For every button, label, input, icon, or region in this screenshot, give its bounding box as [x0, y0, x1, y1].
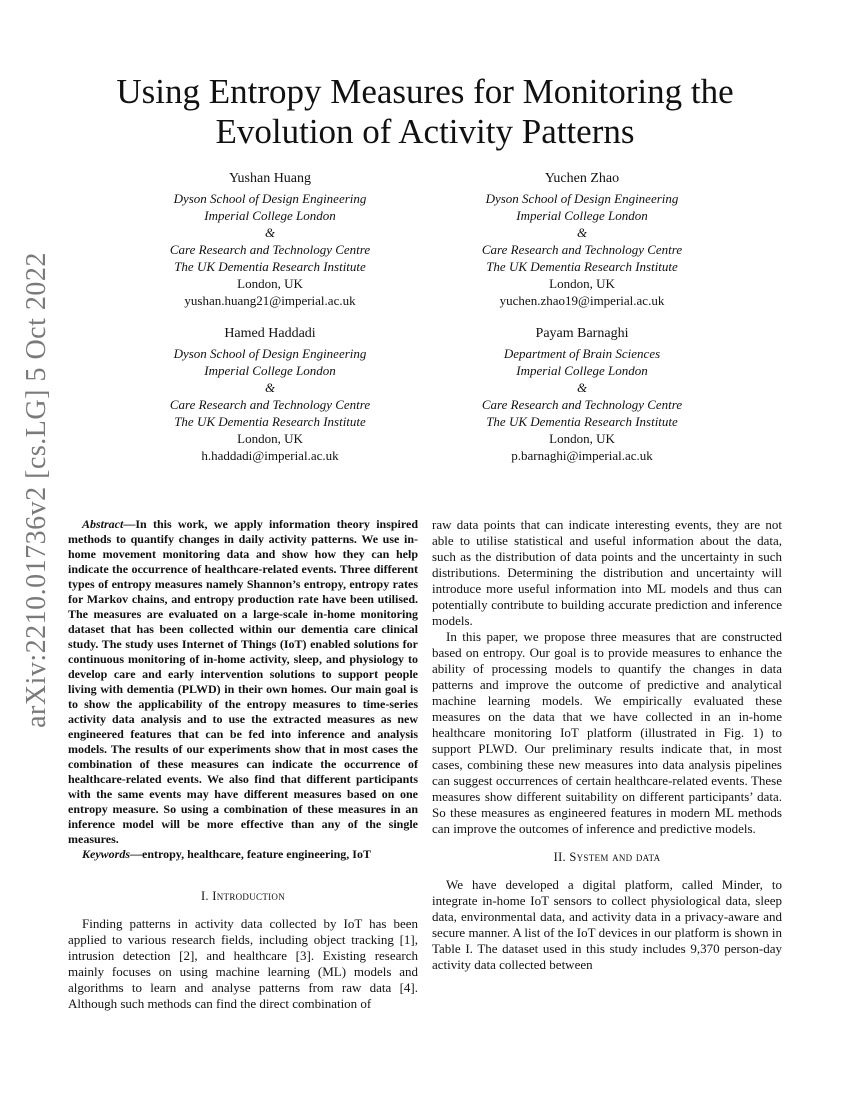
- introduction-paragraph: Finding patterns in activity data collected by IoT has been applied to various research fields, including object tracking [1], intrusion detection [2], and healthcare [3]. Existing research mainly focuses on using machine learning (ML) models and algorithms to learn and analyse patterns from raw data [4]. Although such methods can find the direct combination of: [68, 916, 418, 1011]
- left-column: [68, 517, 418, 1012]
- section-heading-system-data: II. System and data: [553, 850, 661, 864]
- author-affil-line: &: [264, 380, 276, 395]
- author-affil-line: Dyson School of Design Engineering: [173, 346, 367, 361]
- author-block-3: [120, 325, 420, 464]
- author-affil-line: Care Research and Technology Centre: [169, 242, 371, 257]
- author-email: yushan.huang21@imperial.ac.uk: [184, 293, 356, 308]
- author-affil-line: The UK Dementia Research Institute: [174, 259, 366, 274]
- keywords-text: —entropy, healthcare, feature engineering, IoT: [130, 847, 371, 861]
- author-affil-line: Department of Brain Sciences: [503, 346, 661, 361]
- body-paragraph: raw data points that can indicate interesting events, they are not able to utilise statistical and useful information about the data, such as the distribution of data points and the uncertainty in such distributions. Determining the distribution and uncertainty will introduce more useful information into ML models and thus can potentially contribute to building accurate prediction and inference models.: [432, 517, 782, 628]
- author-block-4: [432, 325, 732, 464]
- author-block-2: [432, 170, 732, 309]
- author-email: yuchen.zhao19@imperial.ac.uk: [499, 293, 665, 308]
- arxiv-identifier: [14, 252, 60, 728]
- author-affil-line: The UK Dementia Research Institute: [174, 414, 366, 429]
- author-name: Hamed Haddadi: [224, 326, 316, 341]
- keywords-label: Keywords: [82, 847, 130, 861]
- author-affil-line: The UK Dementia Research Institute: [486, 259, 678, 274]
- arxiv-identifier-text: arXiv:2210.01736v2 [cs.LG] 5 Oct 2022: [21, 252, 53, 728]
- title-line-1: Using Entropy Measures for Monitoring the: [116, 72, 734, 111]
- author-affil-line: &: [264, 225, 276, 240]
- body-paragraph: We have developed a digital platform, called Minder, to integrate in-home IoT sensors to collect physiological data, sleep data, environmental data, and activity data in a privacy-aware and secure manner. A list of the IoT devices in our platform is shown in Table I. The dataset used in this study includes 9,370 person-day activity data collected between: [432, 877, 782, 972]
- author-affil-line: &: [576, 225, 588, 240]
- author-affil-line: Imperial College London: [204, 208, 336, 223]
- author-affil-line: Care Research and Technology Centre: [481, 242, 683, 257]
- author-city: London, UK: [549, 431, 615, 446]
- author-city: London, UK: [549, 276, 615, 291]
- author-email: p.barnaghi@imperial.ac.uk: [511, 448, 653, 463]
- abstract-label: Abstract: [82, 517, 124, 531]
- abstract: [68, 517, 418, 847]
- section-heading-introduction: I. Introduction: [200, 889, 286, 903]
- author-affil-line: Imperial College London: [516, 208, 648, 223]
- author-affil-line: Care Research and Technology Centre: [481, 397, 683, 412]
- author-affil-line: &: [576, 380, 588, 395]
- author-email: h.haddadi@imperial.ac.uk: [201, 448, 339, 463]
- keywords: [68, 847, 418, 862]
- author-affil-line: Dyson School of Design Engineering: [485, 191, 679, 206]
- author-city: London, UK: [237, 276, 303, 291]
- author-affil-line: Imperial College London: [204, 363, 336, 378]
- abstract-text: —In this work, we apply information theory inspired methods to quantify changes in daily activity patterns. We use in-home movement monitoring data and show how they can help indicate the occurrence of healthcare-related events. Three different types of entropy measures namely Shannon’s entropy, entropy rates for Markov chains, and entropy production rate have been utilised. The measures are evaluated on a large-scale in-home monitoring dataset that has been collected within our dementia care clinical study. The study uses Internet of Things (IoT) enabled solutions for continuous monitoring of in-home activity, sleep, and physiology to develop care and early intervention solutions to support people living with dementia (PLWD) in their own homes. Our main goal is to show the applicability of the entropy measures to time-series activity data analysis and to use the extracted measures as new engineered features that can be fed into inference and analysis models. The results of our experiments show that in most cases the combination of these measures can indicate the occurrence of healthcare-related events. We also find that different participants with the same events may have different measures based on one entropy measure. So using a combination of these measures in an inference model will be more effective than any of the single measures.: [68, 517, 418, 846]
- body-paragraph: In this paper, we propose three measures that are constructed based on entropy. Our goal is to provide measures to enhance the ability of processing models to quantify the changes in data patterns and improve the outcome of predictive and analytical machine learning models. We empirically evaluated these measures on the data that we have collected in an in-home healthcare monitoring IoT platform (illustrated in Fig. 1) to support PLWD. Our preliminary results indicate that, in most cases, combining these new measures into data analysis pipelines can suggest occurrences of certain healthcare-related events. These measures show different suitability on different participants’ data. So these measures as engineered features in modern ML methods can improve the outcomes of inference and predictive models.: [432, 629, 782, 836]
- author-city: London, UK: [237, 431, 303, 446]
- author-affil-line: Care Research and Technology Centre: [169, 397, 371, 412]
- title-line-2: Evolution of Activity Patterns: [215, 112, 635, 151]
- author-affil-line: The UK Dementia Research Institute: [486, 414, 678, 429]
- right-column: [432, 517, 782, 973]
- paper-title: [70, 72, 780, 152]
- author-affil-line: Dyson School of Design Engineering: [173, 191, 367, 206]
- author-name: Yushan Huang: [228, 171, 312, 186]
- author-name: Payam Barnaghi: [535, 326, 629, 341]
- author-name: Yuchen Zhao: [544, 171, 620, 186]
- author-block-1: [120, 170, 420, 309]
- author-affil-line: Imperial College London: [516, 363, 648, 378]
